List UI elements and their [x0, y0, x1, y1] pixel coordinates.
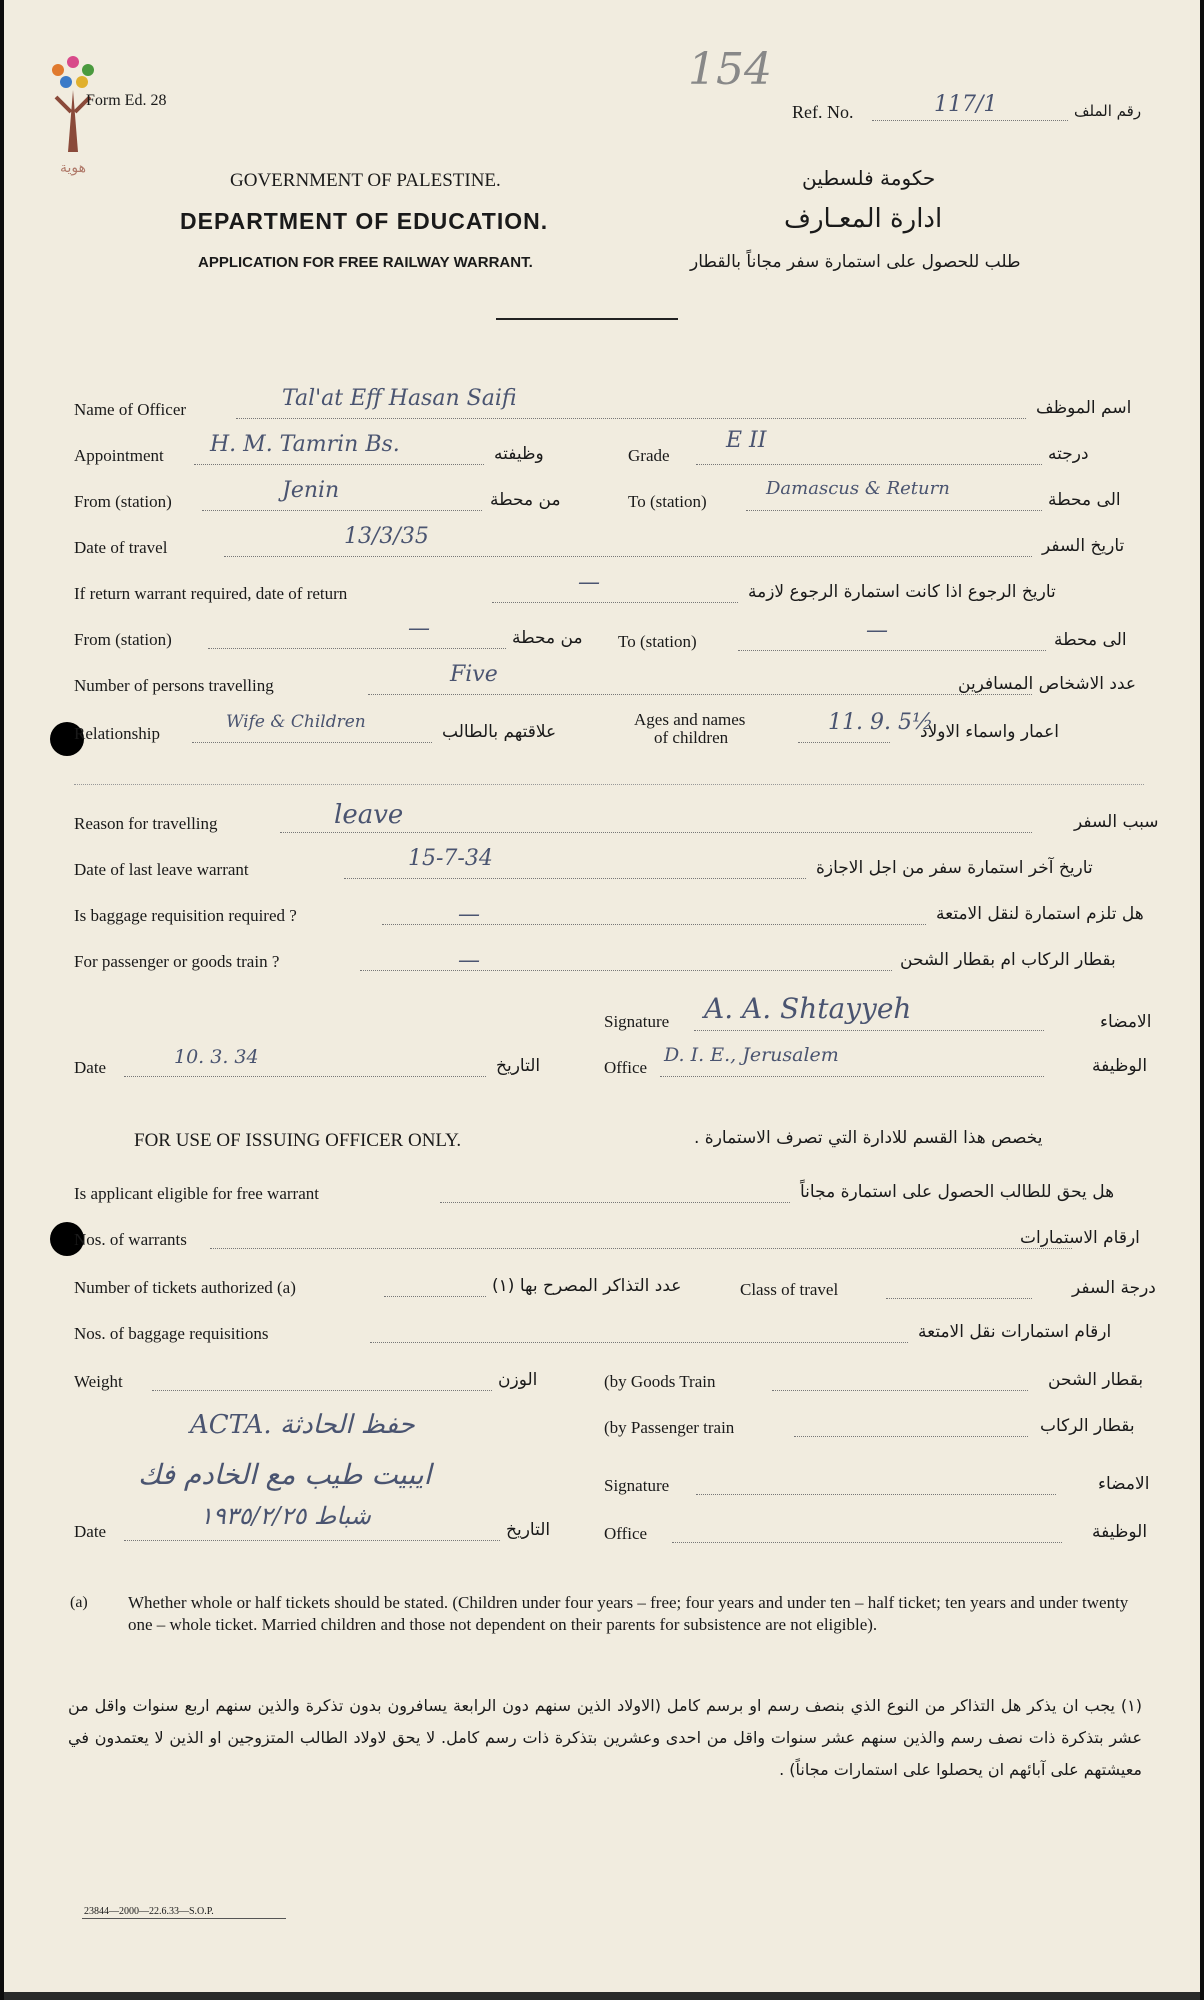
- printer-rule: [82, 1918, 286, 1919]
- tree-icon: [38, 52, 108, 192]
- relationship-label-ar: علاقتهم بالطالب: [442, 722, 557, 742]
- to-station-label-ar: الى محطة: [1048, 490, 1121, 510]
- last-leave-label-ar: تاريخ آخر استمارة سفر من اجل الاجازة: [816, 858, 1093, 878]
- footnote-text: Whether whole or half tickets should be stated. (Children under four years – free; four years and under ten – half ticket; ten years and under twenty one – whole ticket. Married children and those not dependent on their parents for subsistence are not eligible).: [128, 1593, 1129, 1634]
- application-title: APPLICATION FOR FREE RAILWAY WARRANT.: [198, 254, 533, 271]
- issuing-heading: FOR USE OF ISSUING OFFICER ONLY.: [134, 1130, 462, 1151]
- gov-title-ar: حكومة فلسطين: [802, 166, 936, 190]
- date-value: 10. 3. 34: [174, 1046, 259, 1068]
- persons-label-ar: عدد الاشخاص المسافرين: [958, 674, 1137, 694]
- date-label-ar: التاريخ: [496, 1056, 541, 1076]
- date-label: Date: [74, 1058, 107, 1077]
- ref-label-ar: رقم الملف: [1074, 102, 1142, 120]
- ref-label: Ref. No.: [792, 102, 854, 122]
- persons-value: Five: [450, 662, 498, 687]
- relationship-label: Relationship: [74, 724, 160, 743]
- from-station-2-label: From (station): [74, 630, 172, 649]
- ages-label-1: Ages and names: [634, 710, 746, 729]
- from-station-value: Jenin: [282, 478, 340, 503]
- grade-label-ar: درجته: [1048, 444, 1089, 464]
- train-type-label: For passenger or goods train ?: [74, 952, 280, 971]
- baggage-label-ar: هل تلزم استمارة لنقل الامتعة: [936, 904, 1144, 924]
- handwritten-date: شباط ١٩٣٥/٢/٢٥: [200, 1502, 371, 1530]
- signature-value: A. A. Shtayyeh: [704, 992, 912, 1025]
- grade-label: Grade: [628, 446, 670, 465]
- issuing-date-label-ar: التاريخ: [506, 1520, 551, 1540]
- office-label: Office: [604, 1058, 648, 1077]
- handwritten-number: 154: [688, 44, 772, 95]
- ages-label-2: of children: [654, 728, 729, 747]
- to-station-2-label: To (station): [618, 632, 697, 651]
- date-of-travel-label: Date of travel: [74, 538, 168, 557]
- ages-label-ar: اعمار واسماء الاولاد: [920, 722, 1059, 742]
- signature-label: Signature: [604, 1012, 670, 1031]
- appointment-label: Appointment: [74, 446, 164, 465]
- tickets-label-ar: عدد التذاكر المصرح بها (١): [492, 1276, 682, 1296]
- name-value: Tal'at Eff Hasan Saifi: [282, 386, 517, 411]
- issuing-signature-label: Signature: [604, 1476, 670, 1495]
- form-page: [4, 0, 1200, 2000]
- from-station-label-ar: من محطة: [490, 490, 561, 510]
- footnote-marker: (a): [70, 1594, 88, 1611]
- reason-value: leave: [334, 800, 404, 830]
- dept-title: DEPARTMENT OF EDUCATION.: [180, 208, 549, 234]
- return-date-label-ar: تاريخ الرجوع اذا كانت استمارة الرجوع لازمة: [748, 582, 1056, 602]
- issuing-heading-ar: يخصص هذا القسم للادارة التي تصرف الاستمارة .: [694, 1128, 1043, 1148]
- last-leave-value: 15-7-34: [408, 846, 493, 871]
- last-leave-label: Date of last leave warrant: [74, 860, 249, 879]
- weight-label: Weight: [74, 1372, 123, 1391]
- passenger-train-label: (by Passenger train: [604, 1418, 735, 1437]
- ages-value: 11. 9. 5½: [828, 710, 934, 735]
- goods-train-label: (by Goods Train: [604, 1372, 716, 1391]
- application-title-ar: طلب للحصول على استمارة سفر مجاناً بالقطار: [690, 252, 1021, 272]
- relationship-value: Wife & Children: [226, 712, 366, 732]
- eligible-label-ar: هل يحق للطالب الحصول على استمارة مجاناً: [800, 1182, 1115, 1202]
- name-label: Name of Officer: [74, 400, 187, 419]
- printer-code: 23844—2000—22.6.33—S.O.P.: [84, 1906, 214, 1917]
- name-label-ar: اسم الموظف: [1036, 398, 1132, 418]
- baggage-value: —: [458, 902, 480, 927]
- handwritten-note-1: ACTA. حفظ الحادثة: [190, 1410, 415, 1440]
- baggage-req-label: Nos. of baggage requisitions: [74, 1324, 269, 1343]
- date-of-travel-label-ar: تاريخ السفر: [1042, 536, 1125, 556]
- to-station-2-label-ar: الى محطة: [1054, 630, 1127, 650]
- footnote-text-ar: (١) يجب ان يذكر هل التذاكر من النوع الذي بنصف رسم او برسم كامل (الاولاد الذين سنهم دون الرابعة يسافرون بدون تذكرة والذين سنهم اربع سنوات واقل من عشر بتذكرة ذات نصف رسم والذين سنهم عشر سنوات واقل من احدى وعشرين بتذكرة ذات رسم كامل. لا يحق لاولاد الطالب المتزوجين او الذين لا يعتمدون في معيشتهم على آبائهم ان يحصلوا على استمارات مجاناً) .: [68, 1696, 1142, 1779]
- issuing-date-label: Date: [74, 1522, 107, 1541]
- dept-title-ar: ادارة المعـارف: [784, 204, 943, 234]
- weight-label-ar: الوزن: [498, 1370, 538, 1390]
- to-station-value: Damascus & Return: [766, 478, 950, 499]
- from-station-label: From (station): [74, 492, 172, 511]
- return-date-value: —: [578, 570, 600, 595]
- class-label-ar: درجة السفر: [1072, 1278, 1156, 1298]
- office-label-ar: الوظيفة: [1092, 1056, 1148, 1076]
- eligible-label: Is applicant eligible for free warrant: [74, 1184, 319, 1203]
- ref-value: 117/1: [934, 92, 998, 117]
- reason-label: Reason for travelling: [74, 814, 218, 833]
- signature-label-ar: الامضاء: [1100, 1012, 1152, 1032]
- train-type-label-ar: بقطار الركاب ام بقطار الشحن: [900, 950, 1116, 970]
- to-station-label: To (station): [628, 492, 707, 511]
- issuing-office-label: Office: [604, 1524, 648, 1543]
- baggage-label: Is baggage requisition required ?: [74, 906, 297, 925]
- nos-warrants-label-ar: ارقام الاستمارات: [1020, 1228, 1140, 1248]
- form-code: Form Ed. 28: [86, 92, 167, 109]
- to-station-2-value: —: [866, 618, 888, 643]
- appointment-value: H. M. Tamrin Bs.: [210, 432, 400, 457]
- svg-text:هوية: هوية: [60, 160, 87, 176]
- office-value: D. I. E., Jerusalem: [664, 1044, 839, 1066]
- persons-label: Number of persons travelling: [74, 676, 274, 695]
- passenger-train-label-ar: بقطار الركاب: [1040, 1416, 1135, 1436]
- goods-train-label-ar: بقطار الشحن: [1048, 1370, 1144, 1390]
- train-type-value: —: [458, 948, 480, 973]
- baggage-req-label-ar: ارقام استمارات نقل الامتعة: [918, 1322, 1112, 1342]
- date-of-travel-value: 13/3/35: [344, 524, 429, 549]
- issuing-office-label-ar: الوظيفة: [1092, 1522, 1148, 1542]
- reason-label-ar: سبب السفر: [1074, 812, 1159, 832]
- from-station-2-label-ar: من محطة: [512, 628, 583, 648]
- return-date-label: If return warrant required, date of return: [74, 584, 348, 603]
- scan-edge-bottom: [4, 1992, 1200, 2000]
- from-station-2-value: —: [408, 616, 430, 641]
- issuing-signature-label-ar: الامضاء: [1098, 1474, 1150, 1494]
- grade-value: E II: [726, 428, 767, 453]
- appointment-label-ar: وظيفته: [494, 444, 544, 464]
- nos-warrants-label: Nos. of warrants: [74, 1230, 187, 1249]
- gov-title: GOVERNMENT OF PALESTINE.: [230, 170, 501, 191]
- handwritten-note-2: ايبيت طيب مع الخادم فك: [138, 1458, 432, 1491]
- header-divider: [496, 318, 678, 320]
- watermark-logo: [38, 52, 108, 192]
- class-label: Class of travel: [740, 1280, 839, 1299]
- tickets-label: Number of tickets authorized (a): [74, 1278, 296, 1297]
